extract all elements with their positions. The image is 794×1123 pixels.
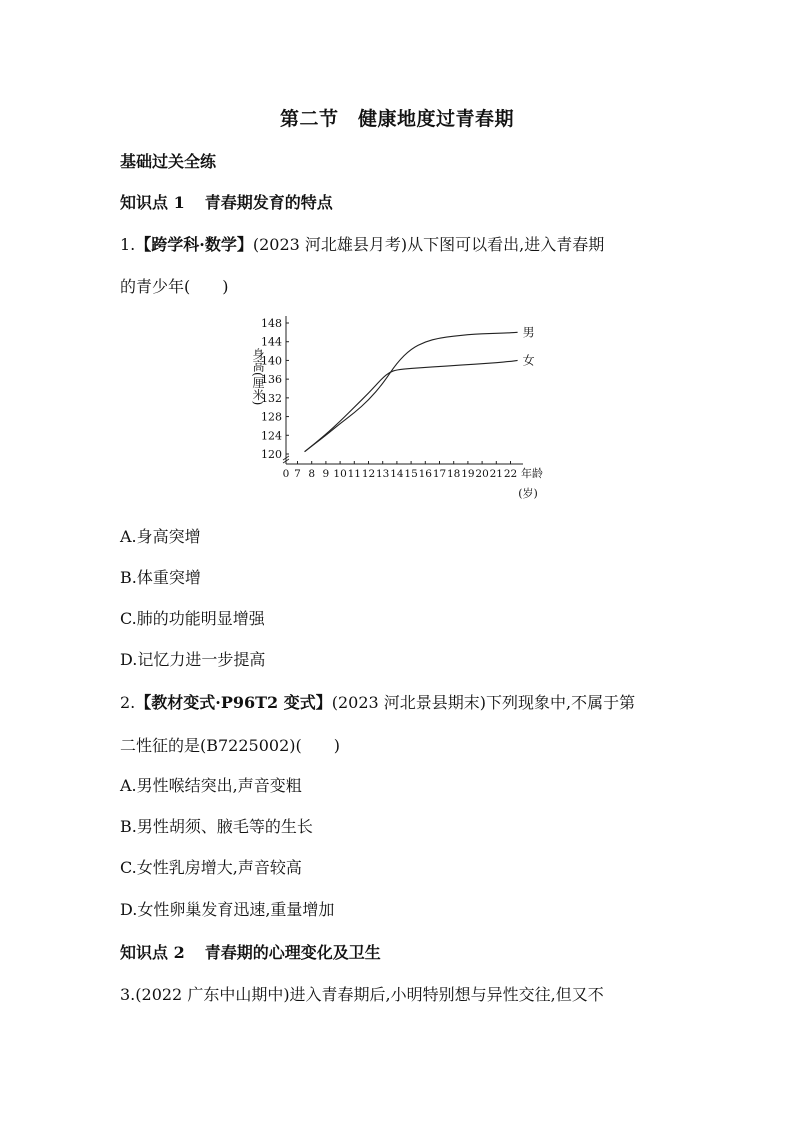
y-tick-label: 132 [261,391,282,405]
x-tick-label: 22 [503,468,518,480]
question-1-line-2: 的青少年( ) [120,277,229,296]
x-tick-label: 14 [390,468,404,480]
y-tick-label: 136 [261,373,282,387]
x-tick-label: 17 [432,468,447,480]
x-tick-label: 20 [475,468,489,480]
y-tick-label: 140 [261,354,282,368]
chart-svg [248,312,548,512]
question-1-number: 1. [120,235,136,254]
knowledge-point-1 [120,190,333,213]
series-line-female [305,360,518,451]
x-tick-label: 8 [308,468,316,480]
knowledge-point-2-text: 青春期的心理变化及卫生 [204,943,381,962]
y-tick-label: 120 [261,448,282,461]
x-tick-label: 0 [282,468,290,480]
knowledge-point-1-text: 青春期发育的特点 [204,193,333,212]
question-2-tag: 【教材变式·P96T2 变式】 [135,693,332,712]
series-label-male: 男 [522,325,535,340]
y-tick-labels [261,317,289,461]
knowledge-point-2-number: 知识点 2 [120,943,185,962]
q1-option-b: B.体重突增 [120,568,201,587]
question-2-number: 2. [120,693,136,712]
question-3-line-1: 3.(2022 广东中山期中)进入青春期后,小明特别想与异性交往,但又不 [120,985,604,1004]
section-heading: 基础过关全练 [120,152,217,171]
q2-option-d: D.女性卵巢发育迅速,重量增加 [120,900,335,919]
knowledge-point-2 [120,940,381,963]
question-2-line-1 [120,690,635,713]
x-tick-label: 15 [404,468,418,480]
question-1-stem: (2023 河北雄县月考)从下图可以看出,进入青春期 [252,235,605,254]
q1-option-a: A.身高突增 [120,527,201,546]
x-tick-label: 21 [489,468,503,480]
height-growth-chart [248,312,548,512]
x-axis-label-line-1: 年龄 [521,467,543,480]
y-tick-label: 128 [261,410,282,424]
x-tick-label: 18 [447,468,461,480]
x-tick-label: 10 [333,468,347,480]
series-label-female: 女 [522,353,535,368]
knowledge-point-1-number: 知识点 1 [120,193,185,212]
q2-option-c: C.女性乳房增大,声音较高 [120,858,302,877]
x-tick-label: 13 [376,468,390,480]
x-tick-label: 16 [418,468,432,480]
series-line-male [305,332,518,451]
page-title: 第二节 健康地度过青春期 [279,108,514,130]
y-tick-label: 148 [261,317,282,330]
y-axis-label: 身高(厘米) [251,348,265,406]
q2-option-a: A.男性喉结突出,声音变粗 [120,776,302,795]
question-1-tag: 【跨学科·数学】 [135,235,253,254]
y-tick-label: 124 [261,429,282,443]
x-axis-label-line-2: (岁) [518,487,538,500]
y-tick-label: 144 [261,335,282,349]
x-tick-label: 7 [294,468,301,480]
question-2-stem: (2023 河北景县期末)下列现象中,不属于第 [331,693,636,712]
x-tick-label: 9 [322,468,330,480]
x-tick-label: 11 [347,468,361,480]
chart-axes [283,316,523,464]
q1-option-c: C.肺的功能明显增强 [120,609,265,628]
q2-option-b: B.男性胡须、腋毛等的生长 [120,817,313,836]
x-tick-label: 19 [461,468,475,480]
x-axis-label [518,466,543,500]
question-1-line-1 [120,232,604,255]
x-tick-label: 12 [361,468,376,480]
q1-option-d: D.记忆力进一步提高 [120,650,266,669]
series-lines [305,332,518,451]
series-labels [523,325,535,367]
question-2-line-2: 二性征的是(B7225002)( ) [120,736,340,755]
